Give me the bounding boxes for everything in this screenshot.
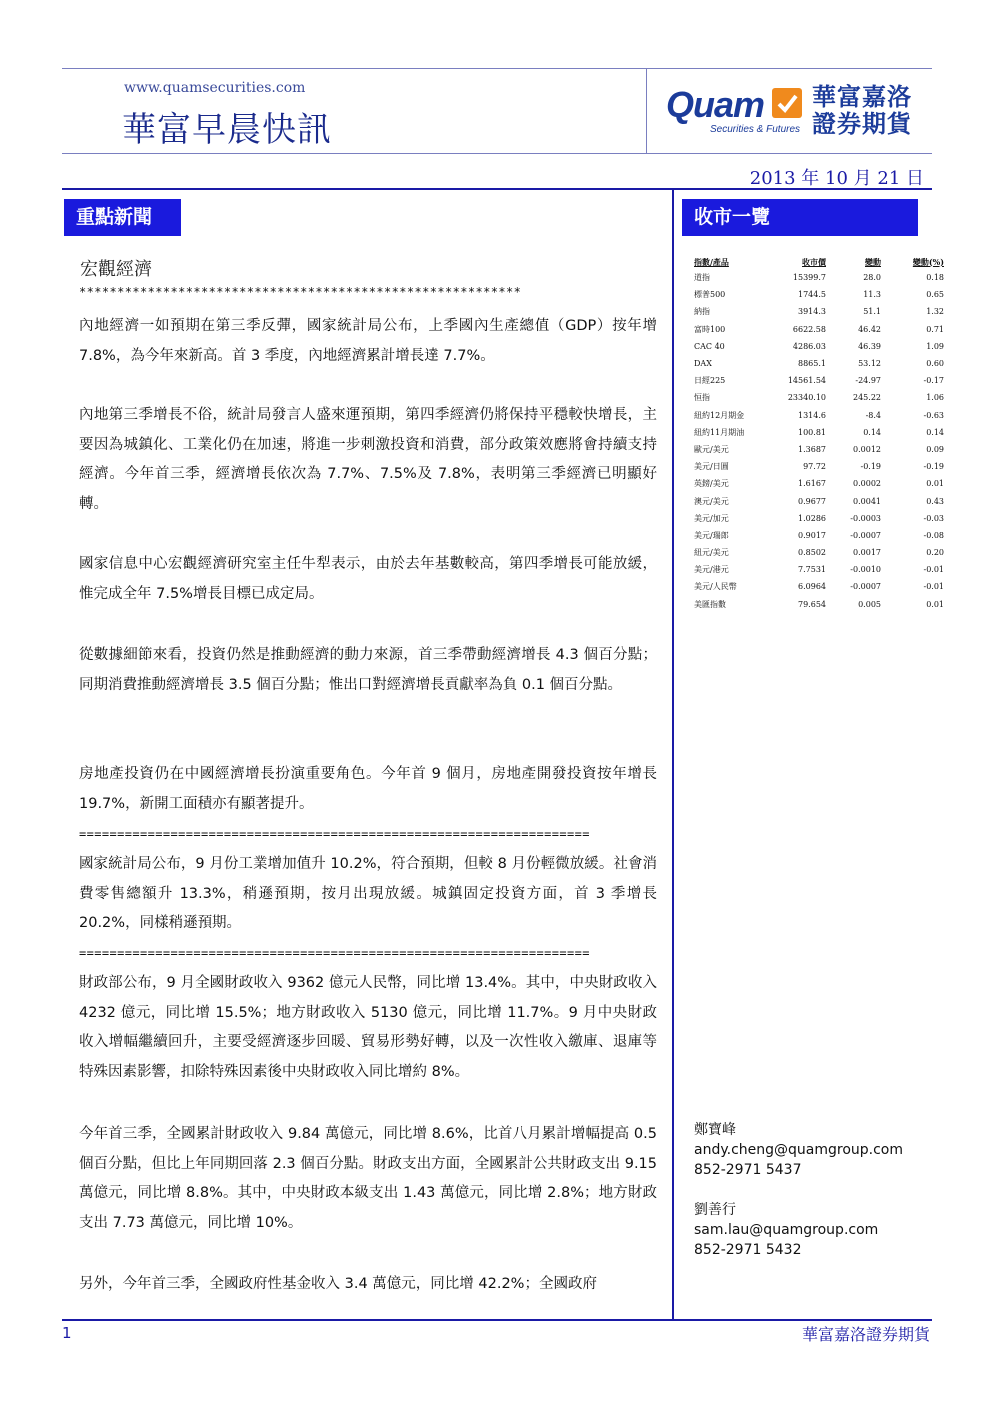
change-percent: 0.20 [926, 548, 944, 558]
change-value: 46.42 [858, 324, 881, 334]
change-percent: 0.14 [926, 427, 944, 437]
table-row [694, 286, 944, 303]
news-section-title: 重點新聞 [64, 199, 181, 236]
equal-rule: =================================================================== [79, 946, 590, 960]
change-value: 0.0012 [853, 444, 881, 454]
change-value: 0.0041 [853, 496, 881, 506]
table-row [694, 441, 944, 458]
close-price: 4286.03 [792, 341, 826, 351]
table-row [694, 458, 944, 475]
contact-email[interactable]: andy.cheng@quamgroup.com [694, 1142, 904, 1158]
change-percent: 1.06 [926, 393, 944, 403]
change-percent: -0.19 [923, 462, 944, 472]
instrument-name: 美元/日圓 [694, 462, 729, 472]
logo-name-line2: 證券期貨 [812, 110, 912, 138]
change-percent: -0.01 [923, 582, 944, 592]
contact-name: 鄭寶峰 [694, 1122, 736, 1138]
instrument-name: 英鎊/美元 [694, 479, 729, 489]
news-paragraph: 從數據細節來看，投資仍然是推動經濟的動力來源，首三季帶動經濟增長 4.3 個百分點；同期消費推動經濟增長 3.5 個百分點；惟出口對經濟增長貢獻率為負 0.1 個百分點。 [79, 647, 657, 693]
change-percent: 0.65 [926, 290, 944, 300]
contact-email[interactable]: sam.lau@quamgroup.com [694, 1222, 879, 1238]
close-price: 0.8502 [798, 548, 826, 558]
news-paragraph: 國家統計局公布，9 月份工業增加值升 10.2%，符合預期，但較 8 月份輕微放緩。社會消費零售總額升 13.3%，稍遜預期，按月出現放緩。城鎮固定投資方面，首 3 季增長 20.2%，同樣稍遜預期。 [79, 856, 657, 931]
close-price: 8865.1 [798, 359, 826, 369]
close-price: 14561.54 [787, 376, 826, 386]
star-rule: ********************************************************** [79, 285, 522, 299]
footer-company-name: 華富嘉洛證券期貨 [801, 1325, 930, 1344]
change-percent: 0.60 [926, 359, 944, 369]
change-percent: 1.09 [926, 341, 944, 351]
logo-brand: Quam [666, 84, 765, 125]
market-summary-table [694, 255, 944, 613]
change-value: -0.19 [860, 462, 881, 472]
change-value: 51.1 [863, 307, 881, 317]
change-percent: -0.17 [923, 376, 944, 386]
table-row [694, 596, 944, 613]
close-price: 1.3687 [798, 444, 826, 454]
logo-name-line1: 華富嘉洛 [812, 83, 912, 111]
instrument-name: DAX [694, 359, 712, 369]
table-row [694, 544, 944, 561]
instrument-name: 紐約11月期油 [694, 427, 745, 437]
change-value: 0.005 [858, 599, 881, 609]
close-price: 1.0286 [798, 513, 826, 523]
close-price: 6.0964 [798, 582, 826, 592]
column-header: 收市價 [802, 256, 826, 267]
news-paragraph: 今年首三季，全國累計財政收入 9.84 萬億元，同比增 8.6%，比首八月累計增幅提高 0.5 個百分點，但比上年同期回落 2.3 個百分點。財政支出方面，全國累計公共財政支出 9.15 萬億元，同比增 8.8%。其中，中央財政本級支出 1.43 萬億元，同比增 2.8%；地方財政支出 7.73 萬億元，同比增 10%。 [79, 1126, 657, 1231]
news-paragraph: 另外，今年首三季，全國政府性基金收入 3.4 萬億元，同比增 42.2%；全國政府 [79, 1276, 597, 1292]
page-number: 1 [62, 1324, 72, 1342]
instrument-name: 紐約12月期金 [694, 410, 745, 420]
change-value: -0.0007 [850, 530, 881, 540]
logo-tagline: Securities & Futures [710, 124, 801, 135]
table-row [694, 578, 944, 595]
close-price: 23340.10 [787, 393, 826, 403]
close-price: 1314.6 [798, 410, 826, 420]
contact-phone: 852-2971 5432 [694, 1242, 802, 1258]
close-price: 15399.7 [792, 273, 826, 283]
table-row [694, 303, 944, 320]
topic-heading: 宏觀經濟 [80, 259, 152, 280]
logo-mark-icon [772, 88, 802, 118]
instrument-name: 美元/港元 [694, 565, 729, 575]
instrument-name: 歐元/美元 [694, 444, 729, 454]
close-price: 100.81 [798, 427, 826, 437]
instrument-name: 美元/人民幣 [694, 582, 737, 592]
change-value: 53.12 [858, 359, 881, 369]
close-price: 1.6167 [798, 479, 826, 489]
page-title: 華富早晨快訊 [122, 110, 332, 150]
change-value: 28.0 [863, 273, 881, 283]
change-percent: 0.09 [926, 444, 944, 454]
close-price: 6622.58 [792, 324, 826, 334]
change-percent: -0.63 [923, 410, 944, 420]
change-percent: 1.32 [926, 307, 944, 317]
table-row [694, 321, 944, 338]
table-row [694, 424, 944, 441]
close-price: 3914.3 [798, 307, 826, 317]
report-date: 2013 年 10 月 21 日 [749, 168, 924, 189]
table-row [694, 407, 944, 424]
instrument-name: 納指 [694, 307, 710, 317]
table-row [694, 389, 944, 406]
company-logo [666, 84, 928, 140]
change-value: -0.0007 [850, 582, 881, 592]
contact-card [694, 1200, 878, 1260]
column-header: 變動 [865, 256, 881, 267]
change-value: -24.97 [855, 376, 881, 386]
logo-chinese-name [812, 84, 922, 138]
table-row [694, 561, 944, 578]
change-value: 0.14 [863, 427, 881, 437]
news-paragraph: 房地產投資仍在中國經濟增長扮演重要角色。今年首 9 個月，房地產開發投資按年增長 19.7%，新開工面積亦有顯著提升。 [79, 766, 657, 812]
instrument-name: 日經225 [694, 376, 726, 386]
instrument-name: 恒指 [694, 393, 710, 403]
close-price: 0.9677 [798, 496, 826, 506]
table-row [694, 492, 944, 509]
change-percent: 0.01 [926, 479, 944, 489]
instrument-name: 道指 [694, 273, 710, 283]
table-row [694, 269, 944, 286]
table-row [694, 475, 944, 492]
close-price: 79.654 [798, 599, 826, 609]
change-value: 11.3 [863, 290, 881, 300]
instrument-name: 美元/加元 [694, 513, 729, 523]
change-value: -8.4 [865, 410, 881, 420]
instrument-name: CAC 40 [694, 341, 725, 351]
table-header-row [694, 255, 944, 269]
instrument-name: 澳元/美元 [694, 496, 729, 506]
table-row [694, 510, 944, 527]
news-paragraph: 財政部公布，9 月全國財政收入 9362 億元人民幣，同比增 13.4%。其中，中央財政收入 4232 億元，同比增 15.5%；地方財政收入 5130 億元，同比增 11.7%。9 月中央財政收入增幅繼續回升，主要受經濟逐步回暖、貿易形勢好轉，以及一次性收入繳庫、退庫等特殊因素影響，扣除特殊因素後中央財政收入同比增約 8%。 [79, 975, 657, 1080]
contact-card [694, 1120, 903, 1180]
change-percent: 0.71 [926, 324, 944, 334]
news-paragraph: 內地經濟一如預期在第三季反彈，國家統計局公布，上季國內生產總值（GDP）按年增 7.8%，為今年來新高。首 3 季度，內地經濟累計增長達 7.7%。 [79, 318, 657, 364]
instrument-name: 標普500 [694, 290, 726, 300]
table-row [694, 372, 944, 389]
instrument-name: 美匯指數 [694, 599, 726, 609]
close-price: 1744.5 [798, 290, 826, 300]
change-value: -0.0010 [850, 565, 881, 575]
change-value: 245.22 [853, 393, 881, 403]
change-value: -0.0003 [850, 513, 881, 523]
change-percent: -0.01 [923, 565, 944, 575]
equal-rule: =================================================================== [79, 827, 590, 841]
news-paragraph: 國家信息中心宏觀經濟研究室主任牛犁表示，由於去年基數較高，第四季增長可能放緩，惟完成全年 7.5%增長目標已成定局。 [79, 556, 657, 602]
change-percent: -0.03 [923, 513, 944, 523]
table-row [694, 355, 944, 372]
column-header: 變動(%) [912, 256, 944, 267]
instrument-name: 紐元/美元 [694, 548, 729, 558]
close-price: 97.72 [803, 462, 826, 472]
instrument-name: 美元/瑞郎 [694, 530, 729, 540]
change-percent: 0.43 [926, 496, 944, 506]
instrument-name: 富時100 [694, 324, 726, 334]
close-price: 0.9017 [798, 530, 826, 540]
news-paragraph: 內地第三季增長不俗，統計局發言人盛來運預期，第四季經濟仍將保持平穩較快增長，主要因為城鎮化、工業化仍在加速，將進一步刺激投資和消費，部分政策效應將會持續支持經濟。今年首三季，經濟增長依次為 7.7%、7.5%及 7.8%，表明第三季經濟已明顯好轉。 [79, 407, 657, 512]
change-value: 0.0002 [853, 479, 881, 489]
change-percent: -0.08 [923, 530, 944, 540]
column-header: 指數/產品 [694, 256, 729, 267]
change-value: 46.39 [858, 341, 881, 351]
close-price: 7.7531 [798, 565, 826, 575]
table-row [694, 527, 944, 544]
site-url[interactable]: www.quamsecurities.com [124, 80, 306, 96]
contact-name: 劉善行 [694, 1202, 736, 1218]
change-percent: 0.01 [926, 599, 944, 609]
table-row [694, 338, 944, 355]
market-section-title: 收市一覽 [682, 199, 918, 236]
change-value: 0.0017 [853, 548, 881, 558]
change-percent: 0.18 [926, 273, 944, 283]
contact-phone: 852-2971 5437 [694, 1162, 802, 1178]
